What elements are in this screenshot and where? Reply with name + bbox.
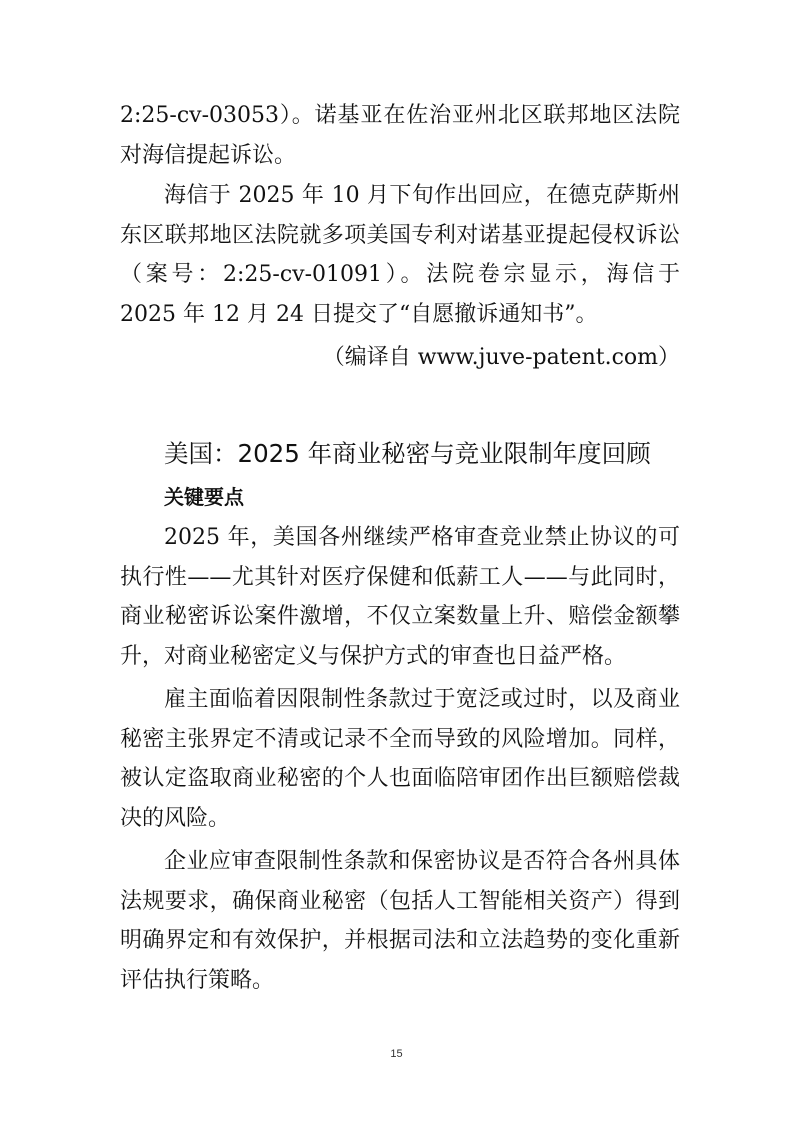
paragraph-hisense-response: 海信于 2025 年 10 月下旬作出回应，在德克萨斯州东区联邦地区法院就多项美国专利对诺基亚提起侵权诉讼（案号：2:25-cv-01091）。法院卷宗显示，海信于 2025 年 12 月 24 日提交了“自愿撤诉通知书”。 (120, 183, 680, 327)
paragraph-continued-case-number: 2:25-cv-03053）。诺基亚在佐治亚州北区联邦地区法院对海信提起诉讼。 (120, 103, 680, 168)
key-point-paragraph-2: 雇主面临着因限制性条款过于宽泛或过时，以及商业秘密主张界定不清或记录不全而导致的风险增加。同样，被认定盗取商业秘密的个人也面临陪审团作出巨额赔偿裁决的风险。 (120, 687, 680, 831)
key-point-paragraph-1: 2025 年，美国各州继续严格审查竞业禁止协议的可执行性——尤其针对医疗保健和低薪工人——与此同时，商业秘密诉讼案件激增，不仅立案数量上升、赔偿金额攀升，对商业秘密定义与保护方式的审查也日益严格。 (120, 525, 680, 669)
key-points-heading: 关键要点 (164, 485, 244, 509)
article-title: 美国：2025 年商业秘密与竞业限制年度回顾 (164, 439, 651, 468)
source-attribution: （编译自 www.juve-patent.com） (322, 345, 680, 370)
key-point-paragraph-3: 企业应审查限制性条款和保密协议是否符合各州具体法规要求，确保商业秘密（包括人工智能相关资产）得到明确界定和有效保护，并根据司法和立法趋势的变化重新评估执行策略。 (120, 849, 680, 993)
page-number: 15 (390, 1048, 403, 1060)
